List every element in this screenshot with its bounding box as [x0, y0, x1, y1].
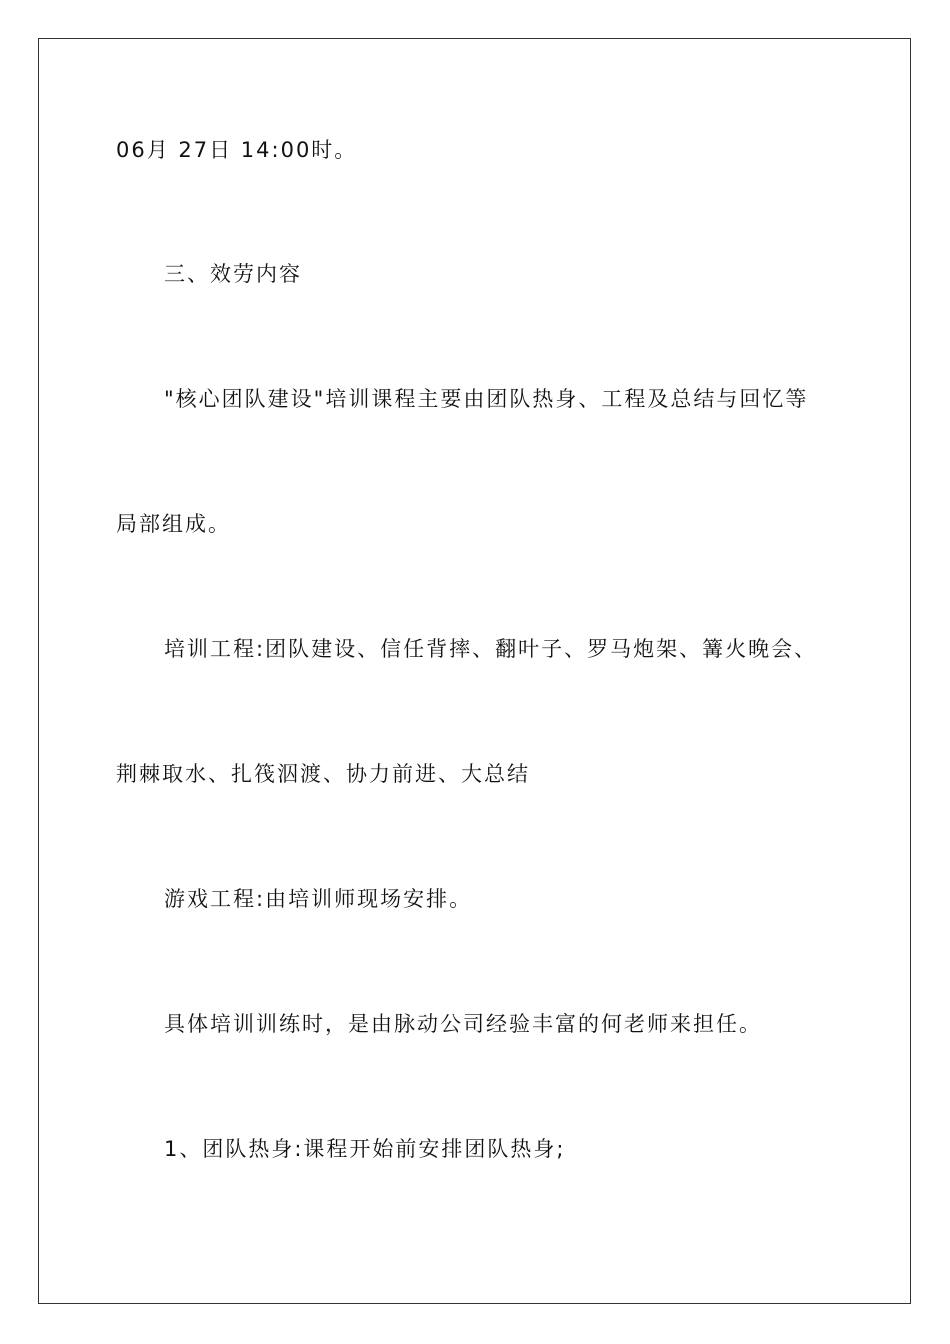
- date-time-line: 06月 27日 14:00时。: [116, 138, 358, 162]
- paragraph-training-items: 培训工程:团队建设、信任背摔、翻叶子、罗马炮架、篝火晚会、: [164, 637, 818, 661]
- paragraph-trainer: 具体培训训练时，是由脉动公司经验丰富的何老师来担任。: [164, 1012, 762, 1036]
- paragraph-training-items-continued: 荆棘取水、扎筏泅渡、协力前进、大总结: [116, 762, 530, 786]
- paragraph-game-items: 游戏工程:由培训师现场安排。: [164, 887, 473, 911]
- page-border: [38, 38, 911, 1304]
- section-heading: 三、效劳内容: [164, 262, 302, 286]
- paragraph-course-intro-continued: 局部组成。: [116, 512, 231, 536]
- paragraph-course-intro: "核心团队建设"培训课程主要由团队热身、工程及总结与回忆等: [164, 387, 809, 411]
- list-item-warmup: 1、团队热身:课程开始前安排团队热身;: [164, 1137, 566, 1161]
